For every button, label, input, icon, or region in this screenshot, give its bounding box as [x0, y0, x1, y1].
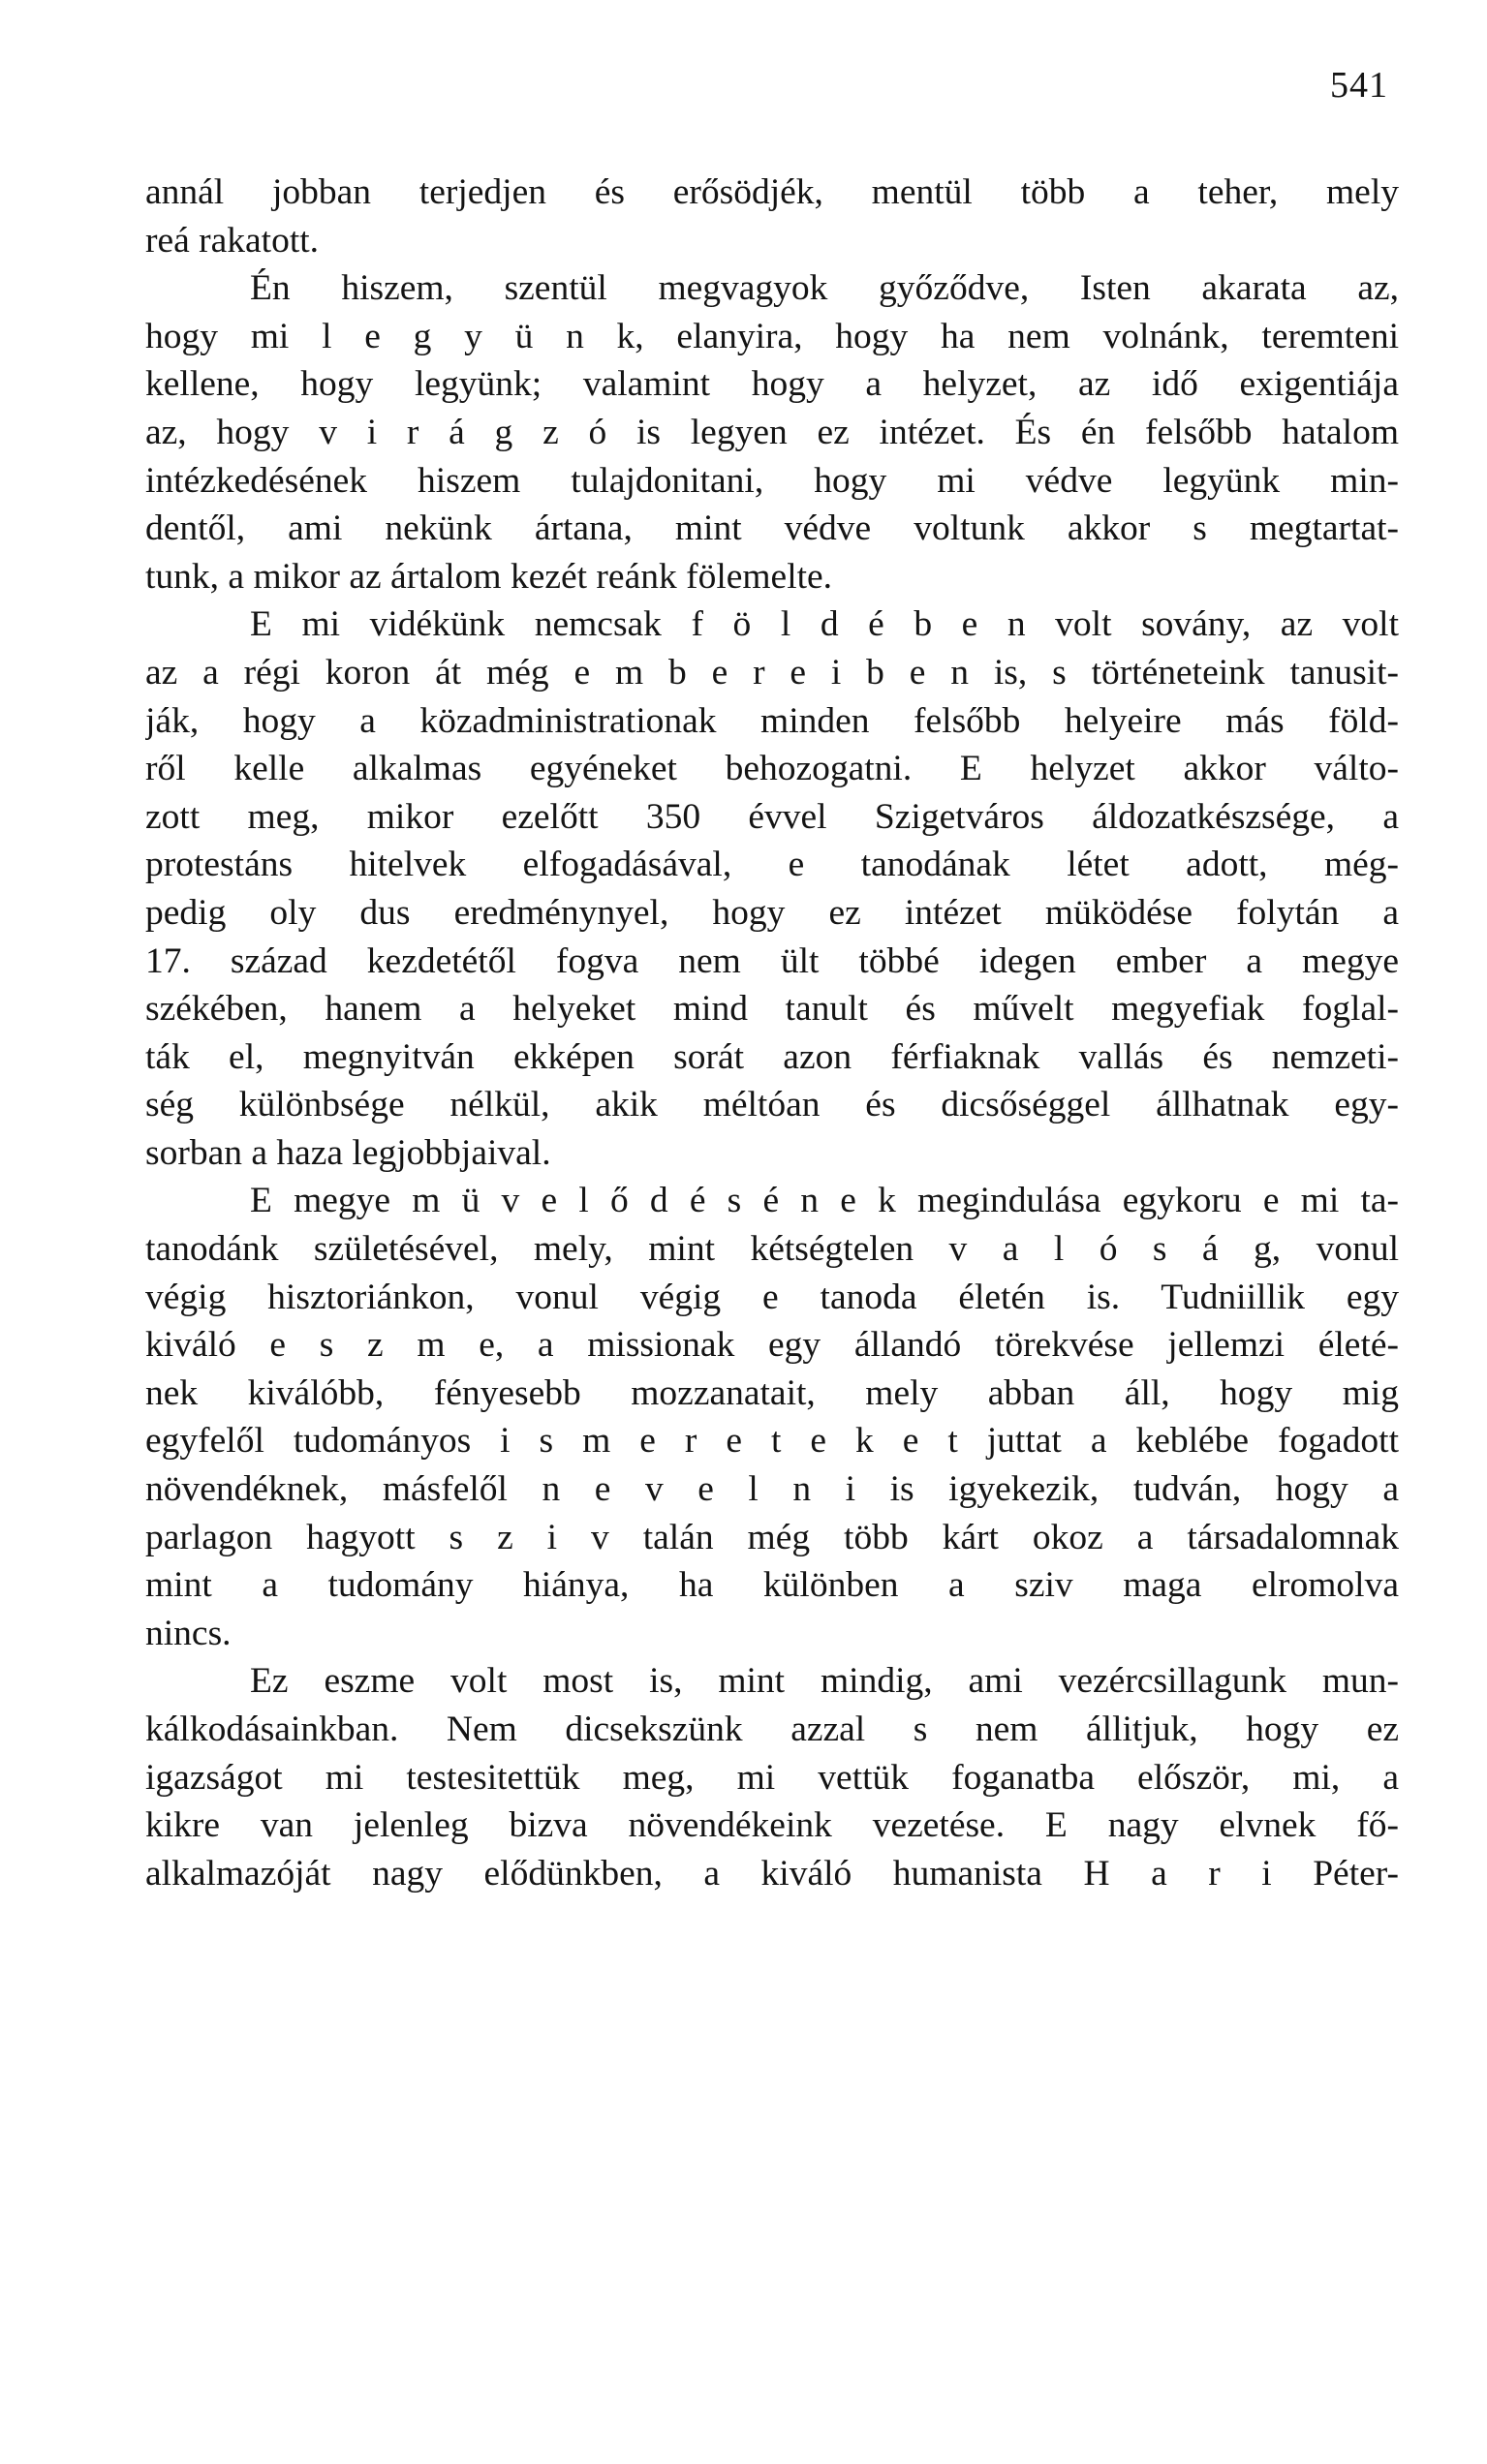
text-line: tunk, a mikor az ártalom kezét reánk fölemelte.: [145, 556, 833, 597]
text-line: intézkedésének hiszem tulajdonitani, hogy mi védve legyünk min-: [145, 460, 1399, 501]
text-line: az a régi koron át még e m b e r e i b e n is, s történeteink tanusit-: [145, 652, 1399, 693]
text-line: ták el, megnyitván ekképen sorát azon férfiaknak vallás és nemzeti-: [145, 1036, 1399, 1077]
text-line: annál jobban terjedjen és erősödjék, mentül több a teher, mely: [145, 172, 1399, 212]
text-line: reá rakatott.: [145, 220, 320, 261]
text-line: kikre van jelenleg bizva növendékeink vezetése. E nagy elvnek fő-: [145, 1805, 1399, 1846]
text-line: zott meg, mikor ezelőtt 350 évvel Szigetváros áldozatkészsége, a: [145, 796, 1399, 837]
text-line: tanodánk születésével, mely, mint kétségtelen v a l ó s á g, vonul: [145, 1229, 1399, 1270]
text-line: kálkodásainkban. Nem dicsekszünk azzal s nem állitjuk, hogy ez: [145, 1709, 1399, 1749]
text-line: 17. század kezdetétől fogva nem ült többé idegen ember a megye: [145, 940, 1399, 981]
paragraph-first-line: E mi vidékünk nemcsak f ö l d é b e n volt sovány, az volt: [250, 604, 1399, 645]
text-line: kiváló e s z m e, a missionak egy állandó törekvése jellemzi életé-: [145, 1325, 1399, 1366]
text-line: parlagon hagyott s z i v talán még több kárt okoz a társadalomnak: [145, 1517, 1399, 1557]
text-line: igazságot mi testesitettük meg, mi vettük foganatba először, mi, a: [145, 1757, 1399, 1798]
text-line: dentől, ami nekünk ártana, mint védve voltunk akkor s megtartat-: [145, 508, 1399, 549]
text-line: nek kiválóbb, fényesebb mozzanatait, mely abban áll, hogy mig: [145, 1372, 1399, 1413]
text-line: végig hisztoriánkon, vonul végig e tanoda életén is. Tudniillik egy: [145, 1277, 1399, 1317]
text-line: protestáns hitelvek elfogadásával, e tanodának létet adott, még-: [145, 845, 1399, 885]
text-line: kellene, hogy legyünk; valamint hogy a helyzet, az idő exigentiája: [145, 364, 1399, 405]
text-line: növendéknek, másfelől n e v e l n i is igyekezik, tudván, hogy a: [145, 1469, 1399, 1510]
paragraph-first-line: Ez eszme volt most is, mint mindig, ami vezércsillagunk mun-: [250, 1661, 1399, 1702]
text-line: sorban a haza legjobbjaival.: [145, 1132, 551, 1173]
paragraph-first-line: E megye m ü v e l ő d é s é n e k megindulása egykoru e mi ta-: [250, 1181, 1399, 1221]
text-line: hogy mi l e g y ü n k, elanyira, hogy ha nem volnánk, teremteni: [145, 316, 1399, 356]
text-line: pedig oly dus eredménynyel, hogy ez intézet müködése folytán a: [145, 892, 1399, 933]
text-line: mint a tudomány hiánya, ha különben a sziv maga elromolva: [145, 1565, 1399, 1606]
text-line: az, hogy v i r á g z ó is legyen ez intézet. És én felsőbb hatalom: [145, 412, 1399, 452]
text-line: alkalmazóját nagy elődünkben, a kiváló humanista H a r i Péter-: [145, 1853, 1399, 1894]
text-line: nincs.: [145, 1613, 232, 1653]
paragraph-first-line: Én hiszem, szentül megvagyok győződve, Isten akarata az,: [250, 268, 1399, 309]
text-line: egyfelől tudományos i s m e r e t e k e t juttat a keblébe fogadott: [145, 1421, 1399, 1462]
body-text: [145, 169, 1399, 1897]
text-line: ről kelle alkalmas egyéneket behozogatni. E helyzet akkor válto-: [145, 749, 1399, 789]
text-line: székében, hanem a helyeket mind tanult és művelt megyefiak foglal-: [145, 989, 1399, 1030]
text-line: ség különbsége nélkül, akik méltóan és dicsőséggel állhatnak egy-: [145, 1085, 1399, 1125]
text-line: ják, hogy a közadministrationak minden felsőbb helyeire más föld-: [145, 700, 1399, 741]
page-number: 541: [1330, 65, 1388, 106]
